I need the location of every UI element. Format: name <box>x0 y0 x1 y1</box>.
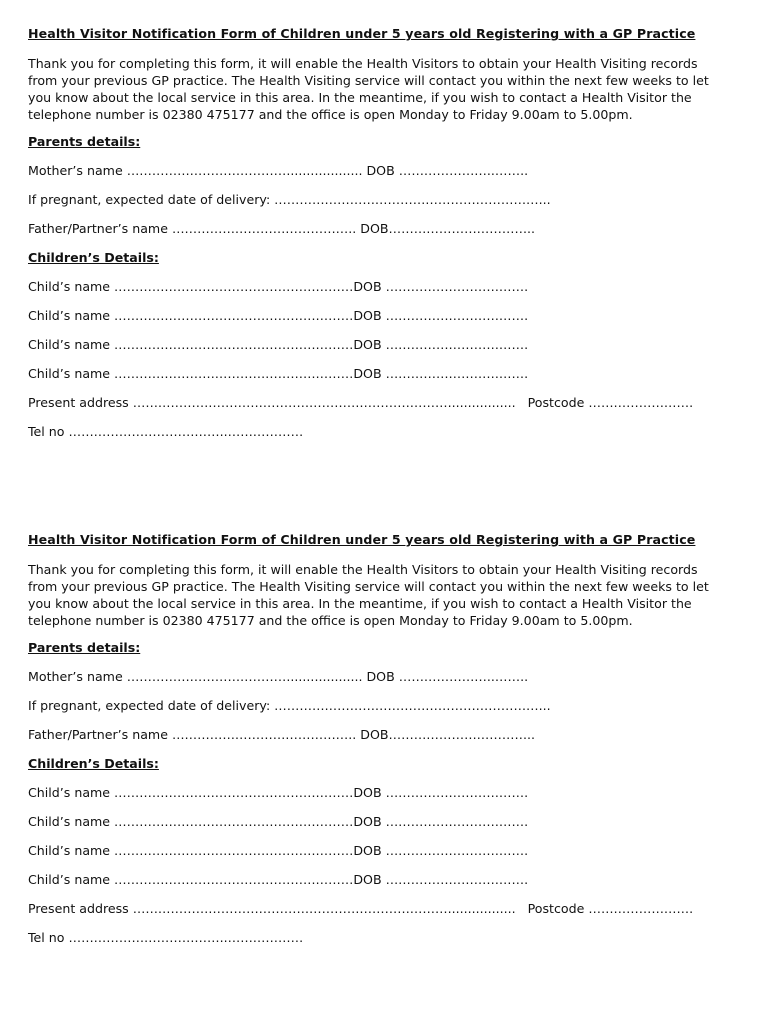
address-row <box>28 394 728 412</box>
children-heading: Children’s Details: <box>28 756 159 771</box>
child-field-3[interactable]: Child’s name …………………………………………………DOB ……………………………. <box>28 843 529 858</box>
parents-heading: Parents details: <box>28 640 141 655</box>
children-heading: Children’s Details: <box>28 250 159 265</box>
tel-field[interactable]: Tel no ………………………………..……………… <box>28 424 304 439</box>
father-field[interactable]: Father/Partner’s name …………………………………….. DOB…………………………….. <box>28 221 536 236</box>
child-field-2[interactable]: Child’s name …………………………………………………DOB ……………………………. <box>28 308 529 323</box>
child-field-4[interactable]: Child’s name …………………………………………………DOB ……………………………. <box>28 366 529 381</box>
address-field[interactable]: Present address …………………………………………………………………................. <box>28 901 516 916</box>
postcode-field[interactable]: Postcode ……………………. <box>527 901 694 916</box>
form-intro: Thank you for completing this form, it will enable the Health Visitors to obtain your Health Visiting records from your previous GP practice. The Health Visiting service will contact you within the next few weeks to let you know about the local service in this area. In the meantime, if you wish to contact a Health Visitor the telephone number is 02380 475177 and the office is open Monday to Friday 9.00am to 5.00pm. <box>28 562 709 628</box>
notification-form-1 <box>28 25 728 441</box>
tel-field[interactable]: Tel no ………………………………..……………… <box>28 930 304 945</box>
mother-field[interactable]: Mother’s name ………………………………….................. DOB …………………..…….. <box>28 163 529 178</box>
form-title: Health Visitor Notification Form of Children under 5 years old Registering with a GP Practice <box>28 532 696 547</box>
postcode-field[interactable]: Postcode ……………………. <box>527 395 694 410</box>
parents-heading: Parents details: <box>28 134 141 149</box>
child-field-4[interactable]: Child’s name …………………………………………………DOB ……………………………. <box>28 872 529 887</box>
child-field-1[interactable]: Child’s name …………………………………………………DOB ……………………………. <box>28 279 529 294</box>
address-field[interactable]: Present address …………………………………………………………………................. <box>28 395 516 410</box>
notification-form-2 <box>28 531 728 947</box>
child-field-2[interactable]: Child’s name …………………………………………………DOB ……………………………. <box>28 814 529 829</box>
mother-field[interactable]: Mother’s name ………………………………….................. DOB …………………..…….. <box>28 669 529 684</box>
form-title: Health Visitor Notification Form of Children under 5 years old Registering with a GP Practice <box>28 26 696 41</box>
address-row <box>28 900 728 918</box>
child-field-1[interactable]: Child’s name …………………………………………………DOB ……………………………. <box>28 785 529 800</box>
form-intro: Thank you for completing this form, it will enable the Health Visitors to obtain your Health Visiting records from your previous GP practice. The Health Visiting service will contact you within the next few weeks to let you know about the local service in this area. In the meantime, if you wish to contact a Health Visitor the telephone number is 02380 475177 and the office is open Monday to Friday 9.00am to 5.00pm. <box>28 56 709 122</box>
child-field-3[interactable]: Child’s name …………………………………………………DOB ……………………………. <box>28 337 529 352</box>
pregnancy-field[interactable]: If pregnant, expected date of delivery: ………………………………………………………... <box>28 192 551 207</box>
father-field[interactable]: Father/Partner’s name …………………………………….. DOB…………………………….. <box>28 727 536 742</box>
pregnancy-field[interactable]: If pregnant, expected date of delivery: ………………………………………………………... <box>28 698 551 713</box>
